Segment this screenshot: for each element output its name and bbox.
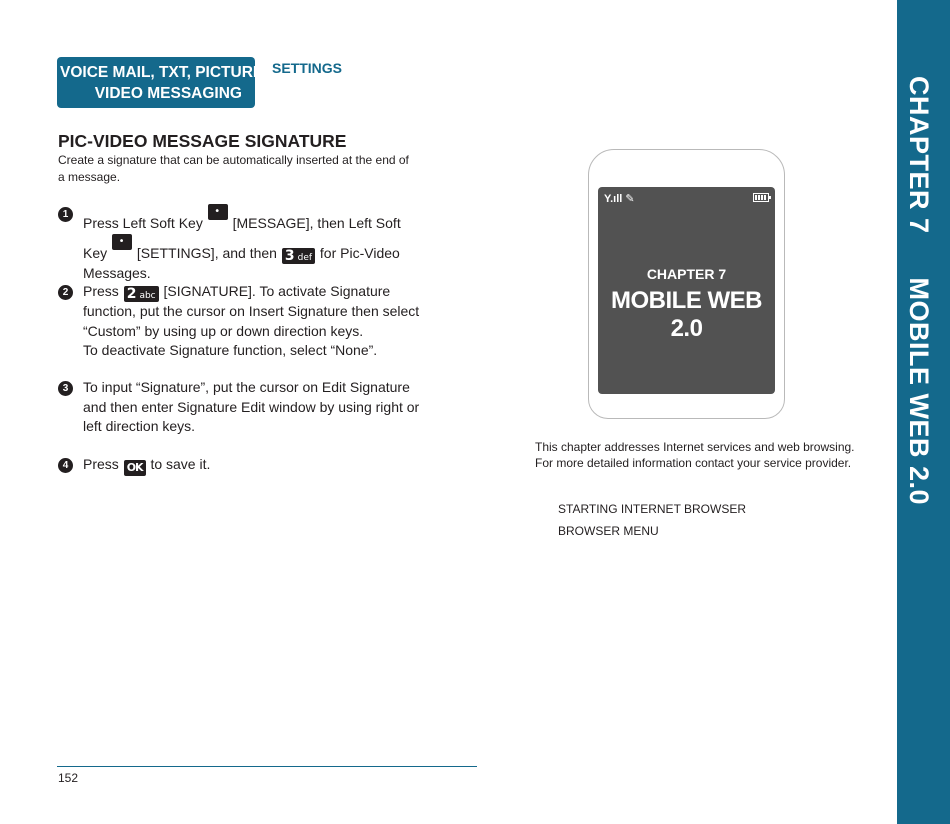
step-number: 4 (58, 458, 73, 473)
chapter-description-line: For more detailed information contact your service provider. (535, 456, 852, 470)
step-text: for Pic-Video Messages. (83, 244, 400, 281)
step-text: Press Left Soft Key (83, 215, 203, 231)
toc-item[interactable]: STARTING INTERNET BROWSER (558, 502, 747, 516)
chapter-side-tab (897, 0, 950, 824)
chapter-side-title (903, 76, 934, 505)
step-text: Press (83, 283, 119, 299)
page-number: 152 (58, 771, 79, 785)
signal-strength-icon: Y.ıll ✎ (604, 193, 635, 205)
page-heading: PIC-VIDEO MESSAGE SIGNATURE (58, 131, 347, 151)
step-text: To deactivate Signature function, select “None”. (83, 342, 378, 358)
step-4 (58, 455, 423, 476)
step-text: to save it. (150, 456, 211, 472)
left-soft-key-icon: • • (208, 204, 228, 220)
section-tab-line2: VIDEO MESSAGING (94, 85, 242, 102)
step-text: [MESSAGE], then Left Soft Key (83, 215, 401, 261)
step-text: To input “Signature”, put the cursor on Edit Signature and then enter Signature Edit window by using right or left direction keys. (83, 379, 420, 434)
screen-title: MOBILE WEB 2.0 (611, 287, 762, 342)
step-number: 2 (58, 285, 73, 300)
step-text: [SIGNATURE]. To activate Signature function, put the cursor on Insert Signature then select “Custom” by using up or down direction keys. (83, 283, 420, 339)
battery-icon (753, 193, 769, 202)
key-3-icon: 3 def (282, 248, 315, 264)
key-2-icon: 2 abc (124, 286, 159, 302)
step-2 (58, 282, 423, 361)
step-number: 3 (58, 381, 73, 396)
step-1 (58, 204, 423, 283)
step-3 (58, 378, 423, 437)
toc-item[interactable]: BROWSER MENU (558, 524, 659, 538)
step-number: 1 (58, 207, 73, 222)
footer-divider (57, 766, 477, 767)
left-soft-key-icon: • • (112, 234, 132, 250)
step-text: Press (83, 456, 119, 472)
step-text: [SETTINGS], and then (136, 244, 277, 261)
phone-screen (598, 187, 775, 394)
chapter-description-line: This chapter addresses Internet services and web browsing. (535, 440, 855, 454)
screen-chapter-label: CHAPTER 7 (646, 266, 727, 282)
chapter-description (535, 439, 855, 471)
side-tab-chapter: CHAPTER 7 (904, 76, 934, 234)
side-tab-title: MOBILE WEB 2.0 (904, 277, 934, 506)
ok-key-icon: OK (124, 460, 146, 476)
table-of-contents (558, 498, 746, 542)
intro-text: Create a signature that can be automatically inserted at the end of a message. (58, 153, 409, 184)
subsection-label: SETTINGS (272, 60, 343, 76)
section-tab-line1: VOICE MAIL, TXT, PICTURE, (60, 64, 268, 81)
section-tab (57, 57, 268, 108)
